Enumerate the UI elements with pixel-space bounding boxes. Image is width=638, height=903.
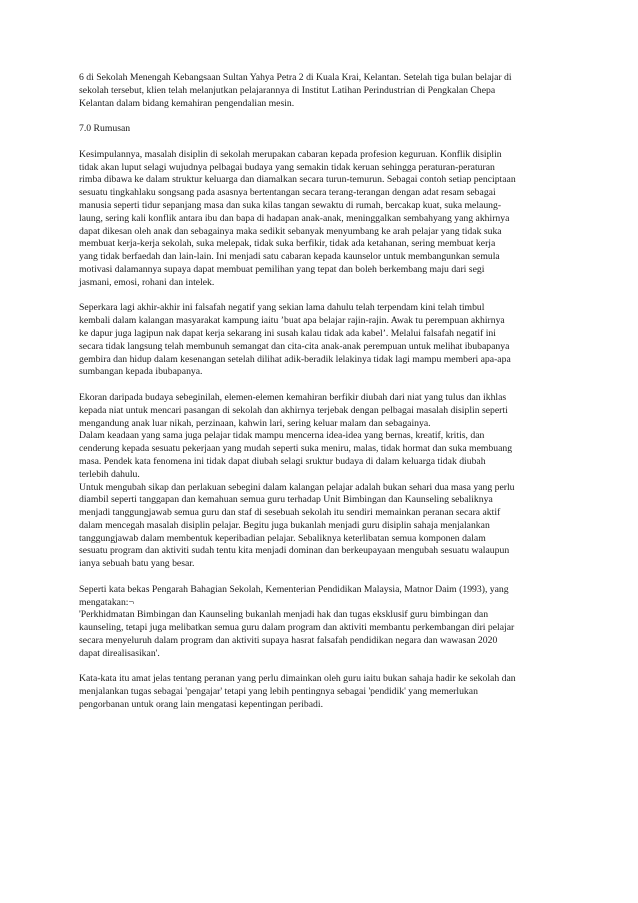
text-line: jasmani, emosi, rohani dan intelek. <box>79 276 215 288</box>
text-line: mengandung anak luar nikah, perzinaan, kahwin lari, sering keluar malam dan sebagainya. <box>79 417 431 429</box>
text-line: Kata-kata itu amat jelas tentang peranan yang perlu dimainkan oleh guru iaitu bukan sahaja hadir ke sekolah dan <box>79 673 516 685</box>
text-line: motivasi dalamannya supaya dapat membuat pemilihan yang tepat dan boleh berkembang maju dari segi <box>79 263 485 275</box>
text-line: manusia seperti tidur sepanjang masa dan suka kilas tangan sewaktu di rumah, bercakap kuat, suka melaung- <box>79 199 502 211</box>
text-line: sesuatu tingkahlaku songsang pada asasnya bertentangan secara terang-terangan dengan adat resam sebagai <box>79 187 496 199</box>
text-line: gembira dan hidup dalam kesenangan setelah dilihat adik-beradik lelakinya tidak lagi mampu memberi apa-apa <box>79 353 511 365</box>
text-line: ke dapur juga lagipun nak dapat kerja sekarang ini susah kalau tidak ada kabel’. Melalui falsafah negatif ini <box>79 327 496 339</box>
conclusion-paragraph <box>79 149 579 290</box>
section-heading <box>79 123 579 136</box>
text-line: laung, sering kali konflik antara ibu dan bapa di hadapan anak-anak, meninggalkan sembahyang yang akhirnya <box>79 212 510 224</box>
text-line: kepada niat untuk mencari pasangan di sekolah dan akhirnya terjebak dengan pelbagai masalah disiplin seperti <box>79 404 508 416</box>
text-line: terlebih dahulu. <box>79 468 140 480</box>
philosophy-paragraph <box>79 302 579 379</box>
text-line: Ekoran daripada budaya sebeginilah, elemen-elemen kemahiran berfikir diubah dari niat yang tulus dan ikhlas <box>79 391 507 403</box>
text-line: sesuatu program dan aktiviti sudah tentu kita menjadi dominan dan berkeupayaan mengubah sesuatu walaupun <box>79 545 510 557</box>
closing-paragraph <box>79 673 579 711</box>
circumstance-paragraph <box>79 430 579 481</box>
quote-intro-paragraph <box>79 584 579 610</box>
text-line: membuat kerja-kerja sekolah, suka melepak, tidak suka berfikir, tidak ada ketahanan, sering membuat kerja <box>79 238 496 250</box>
text-line: kembali dalam kalangan masyarakat kampung iaitu ’buat apa belajar rajin-rajin. Awak tu perempuan akhirnya <box>79 315 505 327</box>
culture-paragraph <box>79 392 579 430</box>
text-line: ianya sebuah batu yang besar. <box>79 558 195 570</box>
text-line: Dalam keadaan yang sama juga pelajar tidak mampu mencerna idea-idea yang bernas, kreatif, kritis, dan <box>79 430 485 442</box>
text-line: diambil seperti tanggapan dan kemahuan semua guru terhadap Unit Bimbingan dan Kaunseling sebaliknya <box>79 494 493 506</box>
text-line: rimba dibawa ke dalam struktur keluarga dan diamalkan secara turun-temurun. Sebagai contoh setiap penciptaan <box>79 174 516 186</box>
text-line: dalam mencegah masalah disiplin pelajar. Begitu juga bukanlah menjadi guru disiplin sahaja menjalankan <box>79 519 490 531</box>
text-line: menjadi tanggungjawab semua guru dan staf di sesebuah sekolah itu sendiri memainkan peranan secara aktif <box>79 507 501 519</box>
document-body <box>79 72 579 712</box>
text-line: secara menyeluruh dalam program dan aktiviti supaya hasrat falsafah pendidikan negara dan wawasan 2020 <box>79 635 498 647</box>
quote-paragraph <box>79 609 579 660</box>
text-line: 7.0 Rumusan <box>79 123 131 135</box>
text-line: masa. Pendek kata fenomena ini tidak dapat diubah selagi sruktur budaya di dalam keluarga tidak diubah <box>79 455 486 467</box>
text-line: sumbangan kepada ibubapanya. <box>79 366 203 378</box>
text-line: mengatakan:¬ <box>79 596 134 608</box>
text-line: tanggungjawab dalam membentuk keperibadian pelajar. Sebaliknya keterlibatan semua komponen dalam <box>79 532 486 544</box>
intro-paragraph <box>79 72 579 110</box>
text-line: Seperkara lagi akhir-akhir ini falsafah negatif yang sekian lama dahulu telah terpendam kini telah timbul <box>79 302 485 314</box>
text-line: dapat direalisasikan'. <box>79 647 160 659</box>
text-line: menjalankan tugas sebagai 'pengajar' tetapi yang lebih pentingnya sebagai 'pendidik' yang memerlukan <box>79 686 478 698</box>
text-line: secara tidak langsung telah membunuh semangat dan cita-cita anak-anak perempuan untuk melihat ibubapanya <box>79 340 510 352</box>
text-line: yang tidak berfaedah dan lain-lain. Ini menjadi satu cabaran kepada kaunselor untuk membangunkan semula <box>79 251 500 263</box>
text-line: sekolah tersebut, klien telah melanjutkan pelajarannya di Institut Latihan Perindustrian di Pengkalan Chepa <box>79 84 496 96</box>
text-line: tidak akan luput selagi wujudnya pelbagai budaya yang semakin tidak keruan sehingga peraturan-peraturan <box>79 161 495 173</box>
text-line: cenderung kepada sesuatu pekerjaan yang mudah seperti suka meniru, malas, tidak hormat dan suka membuang <box>79 443 513 455</box>
text-line: Seperti kata bekas Pengarah Bahagian Sekolah, Kementerian Pendidikan Malaysia, Matnor Daim (1993), yang <box>79 583 509 595</box>
text-line: Kesimpulannya, masalah disiplin di sekolah merupakan cabaran kepada profesion keguruan. Konflik disiplin <box>79 148 502 160</box>
text-line: 6 di Sekolah Menengah Kebangsaan Sultan Yahya Petra 2 di Kuala Krai, Kelantan. Setelah tiga bulan belajar di <box>79 72 512 83</box>
text-line: kaunseling, tetapi juga melibatkan semua guru dalam program dan aktiviti membantu perkembangan diri pelajar <box>79 622 515 634</box>
text-line: pengorbanan untuk orang lain mengatasi kepentingan peribadi. <box>79 699 323 711</box>
text-line: Untuk mengubah sikap dan perlakuan sebegini dalam kalangan pelajar adalah bukan sehari dua masa yang perlu <box>79 481 515 493</box>
change-paragraph <box>79 482 579 572</box>
text-line: dapat dikesan oleh anak dan sebagainya maka sedikit sebanyak menyumbang ke arah pelajar yang tidak suka <box>79 225 502 237</box>
text-line: 'Perkhidmatan Bimbingan dan Kaunseling bukanlah menjadi hak dan tugas eksklusif guru bimbingan dan <box>79 609 489 621</box>
text-line: Kelantan dalam bidang kemahiran pengendalian mesin. <box>79 97 295 109</box>
